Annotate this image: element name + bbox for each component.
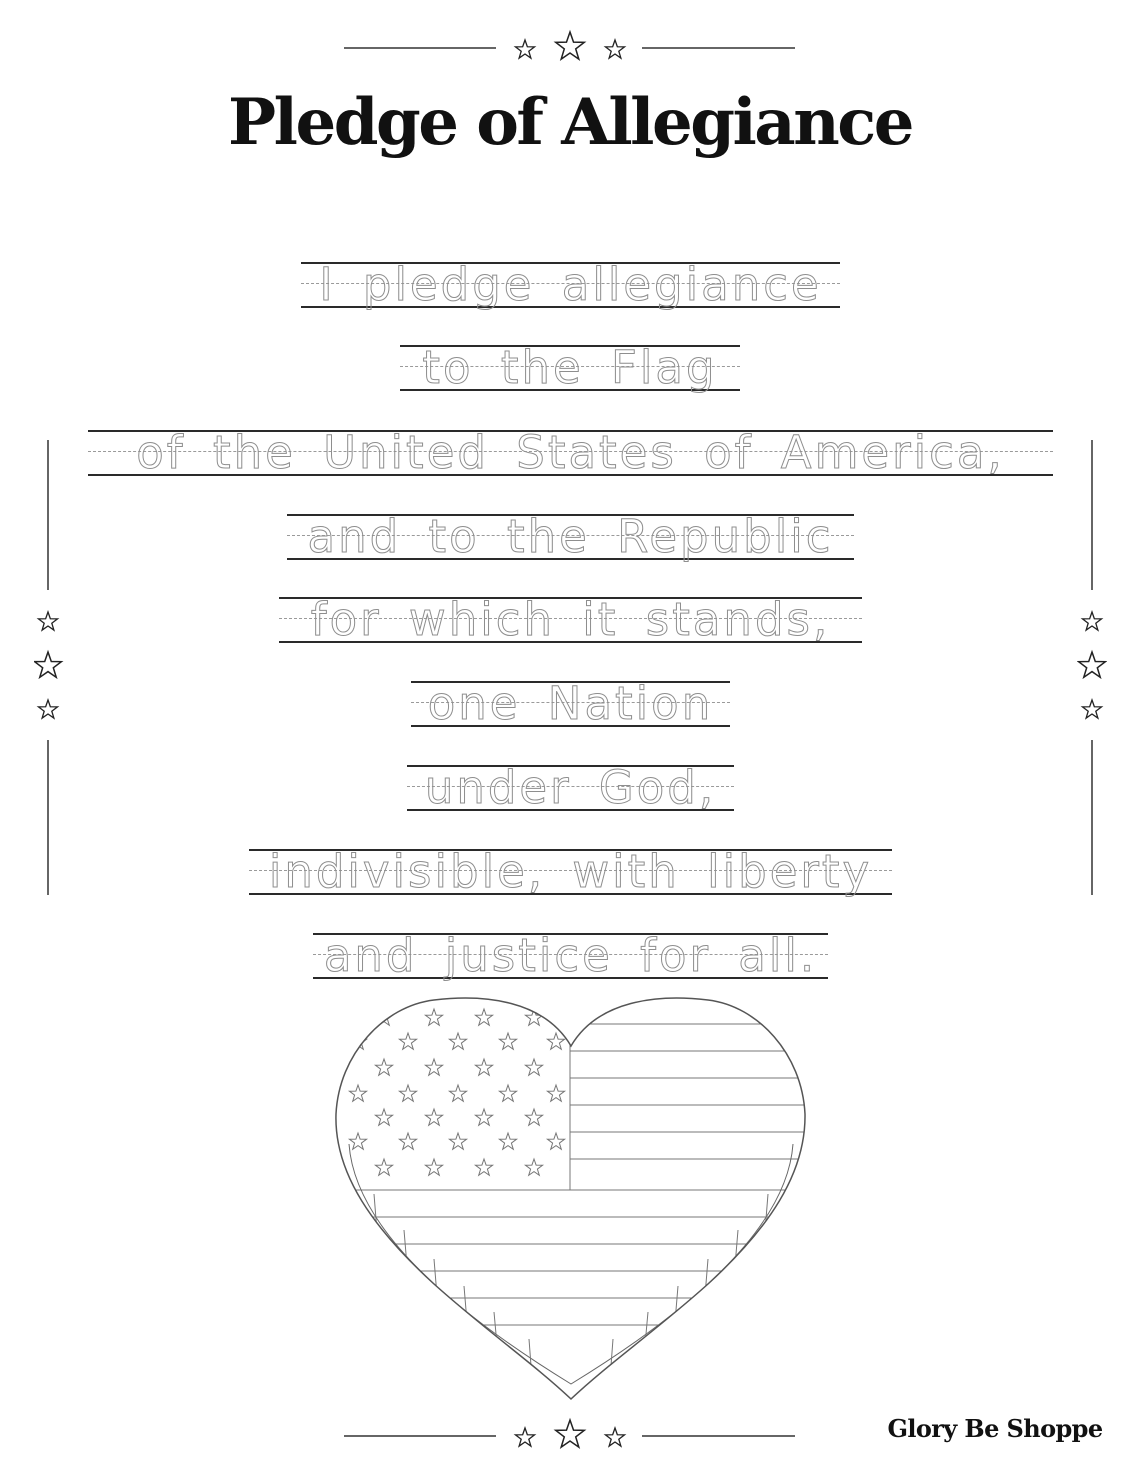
star-icon <box>1082 700 1101 718</box>
trace-text: of the United States of America, <box>136 426 1005 479</box>
tracing-line <box>279 593 862 646</box>
right-star-border <box>1077 440 1107 895</box>
star-icon <box>38 612 57 630</box>
star-icon <box>35 652 62 677</box>
trace-text: under God, <box>424 761 717 814</box>
trace-text: indivisible, with liberty <box>268 845 873 898</box>
star-icon <box>605 40 624 58</box>
tracing-line <box>249 845 892 898</box>
trace-text: and justice for all. <box>323 929 818 982</box>
left-star-border <box>34 440 64 895</box>
tracing-line <box>411 677 730 730</box>
star-icon <box>515 40 534 58</box>
page-title: Pledge of Allegiance <box>228 85 912 160</box>
american-flag-heart-icon <box>334 994 808 1402</box>
star-icon <box>515 1428 534 1446</box>
trace-text: for which it stands, <box>310 593 831 646</box>
star-icon <box>605 1428 624 1446</box>
star-icon <box>38 700 57 718</box>
trace-text: one Nation <box>427 677 714 730</box>
star-icon <box>1079 652 1106 677</box>
tracing-line <box>313 929 828 982</box>
top-star-divider <box>0 28 1140 68</box>
tracing-line <box>400 341 740 394</box>
tracing-line <box>407 761 734 814</box>
trace-text: and to the Republic <box>307 510 834 563</box>
brand-name: Glory Be Shoppe <box>887 1414 1103 1443</box>
trace-text: I pledge allegiance <box>319 258 822 311</box>
star-icon <box>556 1420 585 1447</box>
star-icon <box>1082 612 1101 630</box>
tracing-line <box>301 258 840 311</box>
tracing-line <box>88 426 1053 479</box>
trace-text: to the Flag <box>422 341 718 394</box>
star-icon <box>556 32 585 59</box>
tracing-line <box>287 510 854 563</box>
